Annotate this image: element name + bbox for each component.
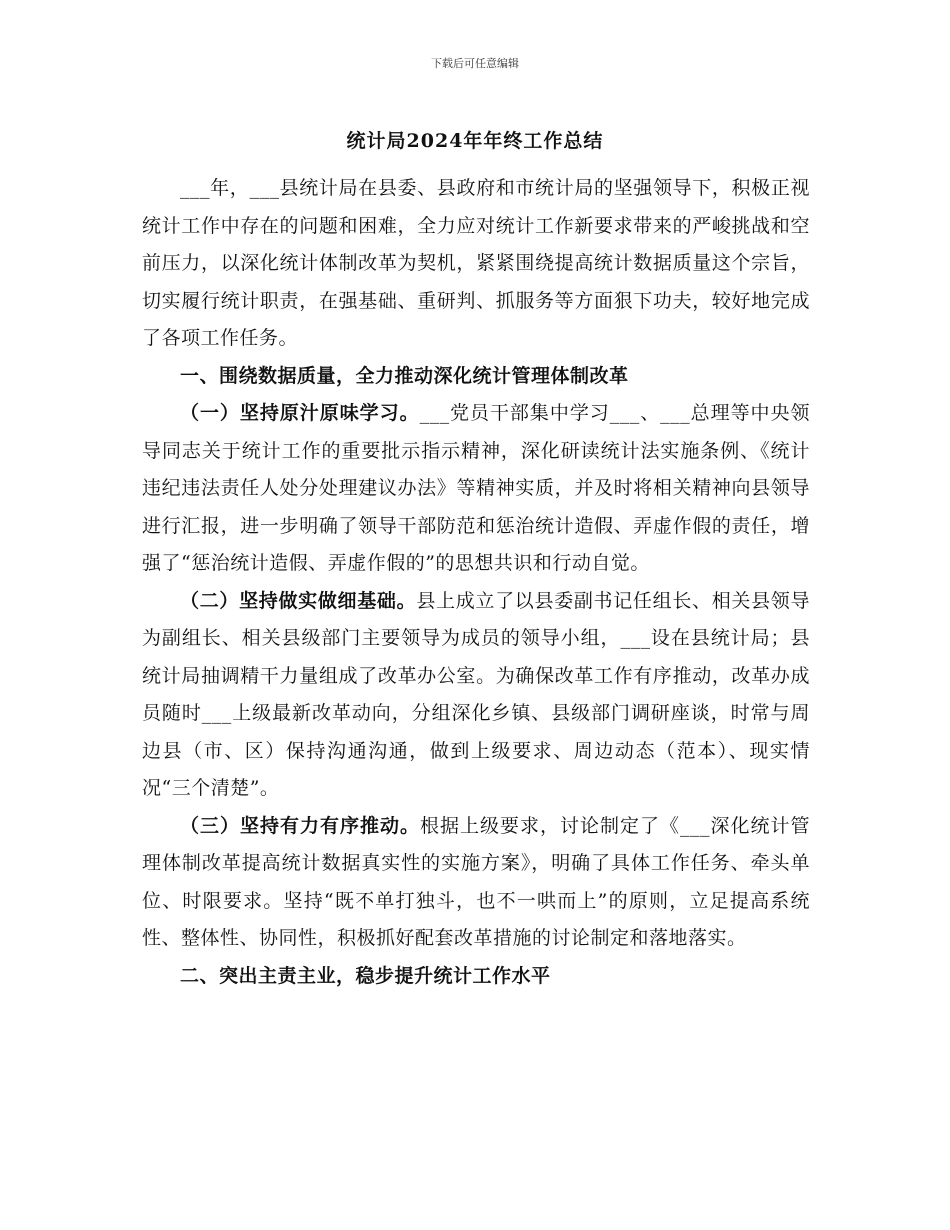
intro-paragraph: ___年，___县统计局在县委、县政府和市统计局的坚强领导下，积极正视统计工作中存在的问题和困难，全力应对统计工作新要求带来的严峻挑战和空前压力，以深化统计体制改革为契机，紧紧围绕提高统计数据质量这个宗旨，切实履行统计职责，在强基础、重研判、抓服务等方面狠下功夫，较好地完成了各项工作任务。 bbox=[142, 177, 810, 349]
section-1-item-1 bbox=[142, 395, 810, 583]
item-3-text: 根据上级要求，讨论制定了《___深化统计管理体制改革提高统计数据真实性的实施方案》，明确了具体工作任务、牵头单位、时限要求。坚持“既不单打独斗，也不一哄而上”的原则，立足提高系统性、整体性、协同性，积极抓好配套改革措施的讨论制定和落地落实。 bbox=[142, 814, 810, 949]
item-3-title: （三）坚持有力有序推动。 bbox=[180, 814, 420, 837]
header-note: 下载后可任意编辑 bbox=[431, 57, 519, 70]
section-1-item-2 bbox=[142, 583, 810, 808]
document-body bbox=[142, 170, 810, 995]
item-1-text: ___党员干部集中学习___、___总理等中央领导同志关于统计工作的重要批示指示精神，深化研读统计法实施条例、《统计违纪违法责任人处分处理建议办法》等精神实质，并及时将相关精神向县领导进行汇报，进一步明确了领导干部防范和惩治统计造假、弄虚作假的责任，增强了“惩治统计造假、弄虚作假的”的思想共识和行动自觉。 bbox=[142, 402, 810, 574]
item-2-title: （二）坚持做实做细基础。 bbox=[180, 589, 417, 612]
section-1-item-3 bbox=[142, 808, 810, 958]
document-title: 统计局2024年年终工作总结 bbox=[346, 130, 604, 152]
item-1-title: （一）坚持原汁原味学习。 bbox=[180, 402, 420, 424]
item-2-text: 县上成立了以县委副书记任组长、相关县领导为副组长、相关县级部门主要领导为成员的领导小组，___设在县统计局；县统计局抽调精干力量组成了改革办公室。为确保改革工作有序推动，改革办成员随时___上级最新改革动向，分组深化乡镇、县级部门调研座谈，时常与周边县（市、区）保持沟通沟通，做到上级要求、周边动态（范本）、现实情况“三个清楚”。 bbox=[142, 589, 810, 799]
section-2-heading: 二、突出主责主业，稳步提升统计工作水平 bbox=[180, 964, 551, 987]
section-1-heading: 一、围绕数据质量，全力推动深化统计管理体制改革 bbox=[180, 364, 629, 387]
